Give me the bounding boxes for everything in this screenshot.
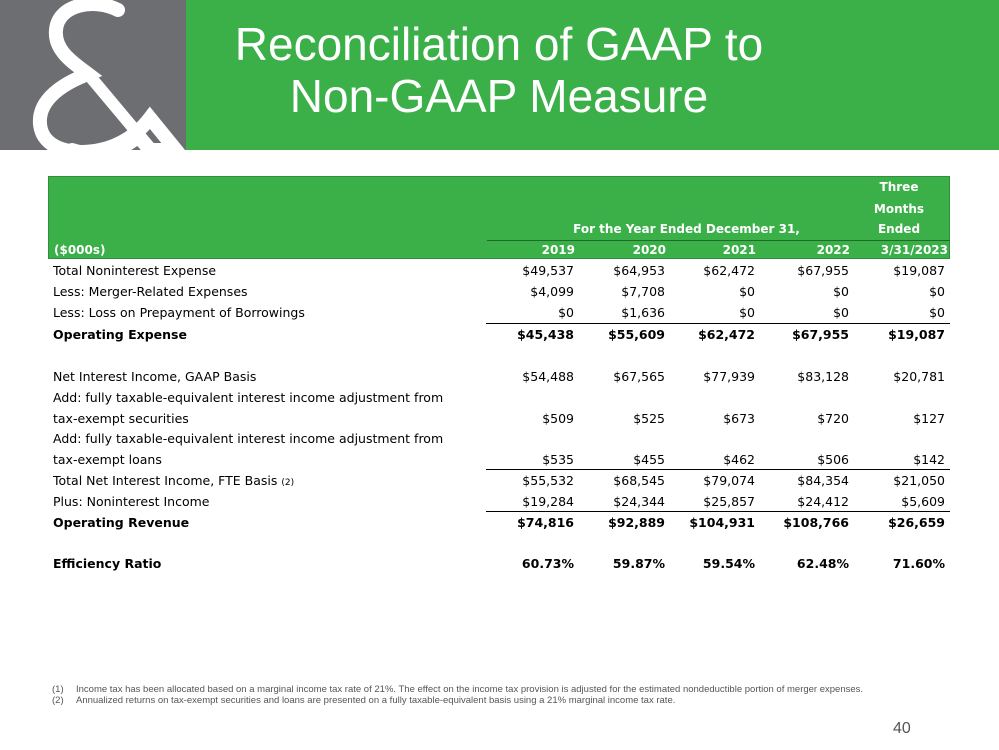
- cell: $20,781: [893, 369, 945, 384]
- cell: 60.73%: [521, 556, 574, 571]
- row-label: Net Interest Income, GAAP Basis: [53, 369, 257, 384]
- cell: $455: [633, 452, 665, 467]
- table-row: [48, 303, 950, 323]
- table-row: [48, 388, 950, 408]
- footnotes: [52, 684, 932, 706]
- row-label: Add: fully taxable-equivalent interest income adjustment from: [53, 390, 444, 405]
- cell: $0: [929, 305, 945, 320]
- cell: $5,609: [901, 494, 945, 509]
- row-label: Efficiency Ratio: [53, 556, 162, 571]
- row-label: tax-exempt loans: [53, 452, 162, 467]
- cell: $0: [833, 305, 849, 320]
- subtotal-rule: [486, 511, 950, 512]
- footnote: [52, 695, 932, 706]
- cell: $25,857: [703, 494, 755, 509]
- three-months-line-2: Months: [873, 202, 925, 216]
- cell: $0: [739, 305, 755, 320]
- table-row: [48, 282, 950, 302]
- row-label: Total Net Interest Income, FTE Basis (2): [53, 473, 295, 488]
- three-months-line-1: Three: [879, 180, 919, 194]
- three-months-line-3: Ended: [877, 222, 921, 236]
- row-label: Plus: Noninterest Income: [53, 494, 210, 509]
- row-label: Less: Merger-Related Expenses: [53, 284, 248, 299]
- cell: $26,659: [888, 515, 945, 530]
- page-title: [186, 18, 812, 122]
- subtotal-rule: [486, 469, 950, 470]
- row-label: Less: Loss on Prepayment of Borrowings: [53, 305, 305, 320]
- table-row: [48, 325, 950, 345]
- cell: $0: [558, 305, 574, 320]
- column-header-2020: 2020: [632, 243, 666, 257]
- cell: $67,955: [792, 327, 849, 342]
- cell: $54,488: [522, 369, 574, 384]
- cell: $68,545: [613, 473, 665, 488]
- title-line-1: Reconciliation of GAAP to: [234, 18, 764, 70]
- cell: $77,939: [703, 369, 755, 384]
- cell: $1,636: [621, 305, 665, 320]
- cell: $83,128: [797, 369, 849, 384]
- cell: $19,087: [893, 263, 945, 278]
- group-header: For the Year Ended December 31,: [573, 222, 800, 236]
- group-header-rule: [487, 240, 950, 241]
- cell: $4,099: [530, 284, 574, 299]
- cell: $24,344: [613, 494, 665, 509]
- footnote: [52, 684, 932, 695]
- table-row: [48, 367, 950, 387]
- cell: $462: [723, 452, 755, 467]
- subtotal-rule: [486, 323, 950, 324]
- logo-panel: [0, 0, 186, 150]
- cell: $55,609: [608, 327, 665, 342]
- row-label: Add: fully taxable-equivalent interest income adjustment from: [53, 431, 444, 446]
- cell: $92,889: [608, 515, 665, 530]
- row-label: tax-exempt securities: [53, 411, 189, 426]
- cell: 59.54%: [702, 556, 755, 571]
- cell: 59.87%: [612, 556, 665, 571]
- cell: $67,565: [613, 369, 665, 384]
- column-header-2021: 2021: [722, 243, 756, 257]
- cell: $0: [929, 284, 945, 299]
- table-row: [48, 513, 950, 533]
- cell: $62,472: [698, 327, 755, 342]
- cell: $506: [817, 452, 849, 467]
- cell: $7,708: [621, 284, 665, 299]
- column-header-2019: 2019: [541, 243, 575, 257]
- title-line-2: Non-GAAP Measure: [289, 70, 709, 122]
- column-header-2022: 2022: [816, 243, 850, 257]
- ampersand-logo-icon: [0, 0, 186, 150]
- cell: $62,472: [703, 263, 755, 278]
- cell: $104,931: [689, 515, 755, 530]
- cell: $49,537: [522, 263, 574, 278]
- cell: 62.48%: [796, 556, 849, 571]
- table-row: [48, 554, 950, 574]
- unit-label: ($000s): [54, 243, 106, 257]
- row-label: Total Noninterest Expense: [53, 263, 217, 278]
- cell: $19,284: [522, 494, 574, 509]
- cell: $64,953: [613, 263, 665, 278]
- cell: $24,412: [797, 494, 849, 509]
- cell: $79,074: [703, 473, 755, 488]
- cell: 71.60%: [892, 556, 945, 571]
- footnote-text: Income tax has been allocated based on a marginal income tax rate of 21%. The effect on the income tax provision is adjusted for the estimated nondeductible portion of merger expenses.: [76, 684, 864, 695]
- cell: $0: [833, 284, 849, 299]
- table-row: [48, 471, 950, 491]
- cell: $535: [542, 452, 574, 467]
- table-header: [48, 176, 950, 259]
- footnote-text: Annualized returns on tax-exempt securities and loans are presented on a fully taxable-equivalent basis using a 21% marginal income tax rate.: [76, 695, 676, 706]
- row-label: Operating Expense: [53, 327, 187, 342]
- row-label: Operating Revenue: [53, 515, 190, 530]
- cell: $84,354: [797, 473, 849, 488]
- cell: $673: [723, 411, 755, 426]
- page-number: 40: [893, 720, 911, 737]
- cell: $74,816: [517, 515, 574, 530]
- table-row: [48, 450, 950, 470]
- table-row: [48, 429, 950, 449]
- footnote-number: (2): [52, 695, 64, 706]
- cell: $0: [739, 284, 755, 299]
- cell: $142: [913, 452, 945, 467]
- column-header-3-31-2023: 3/31/2023: [880, 243, 948, 257]
- cell: $127: [913, 411, 945, 426]
- cell: $509: [542, 411, 574, 426]
- footnote-ref: (2): [281, 478, 295, 488]
- cell: $67,955: [797, 263, 849, 278]
- cell: $21,050: [893, 473, 945, 488]
- cell: $108,766: [783, 515, 849, 530]
- table-row: [48, 261, 950, 281]
- cell: $720: [817, 411, 849, 426]
- footnote-number: (1): [52, 684, 64, 695]
- table-row: [48, 409, 950, 429]
- cell: $55,532: [522, 473, 574, 488]
- cell: $45,438: [517, 327, 574, 342]
- cell: $19,087: [888, 327, 945, 342]
- cell: $525: [633, 411, 665, 426]
- table-row: [48, 492, 950, 512]
